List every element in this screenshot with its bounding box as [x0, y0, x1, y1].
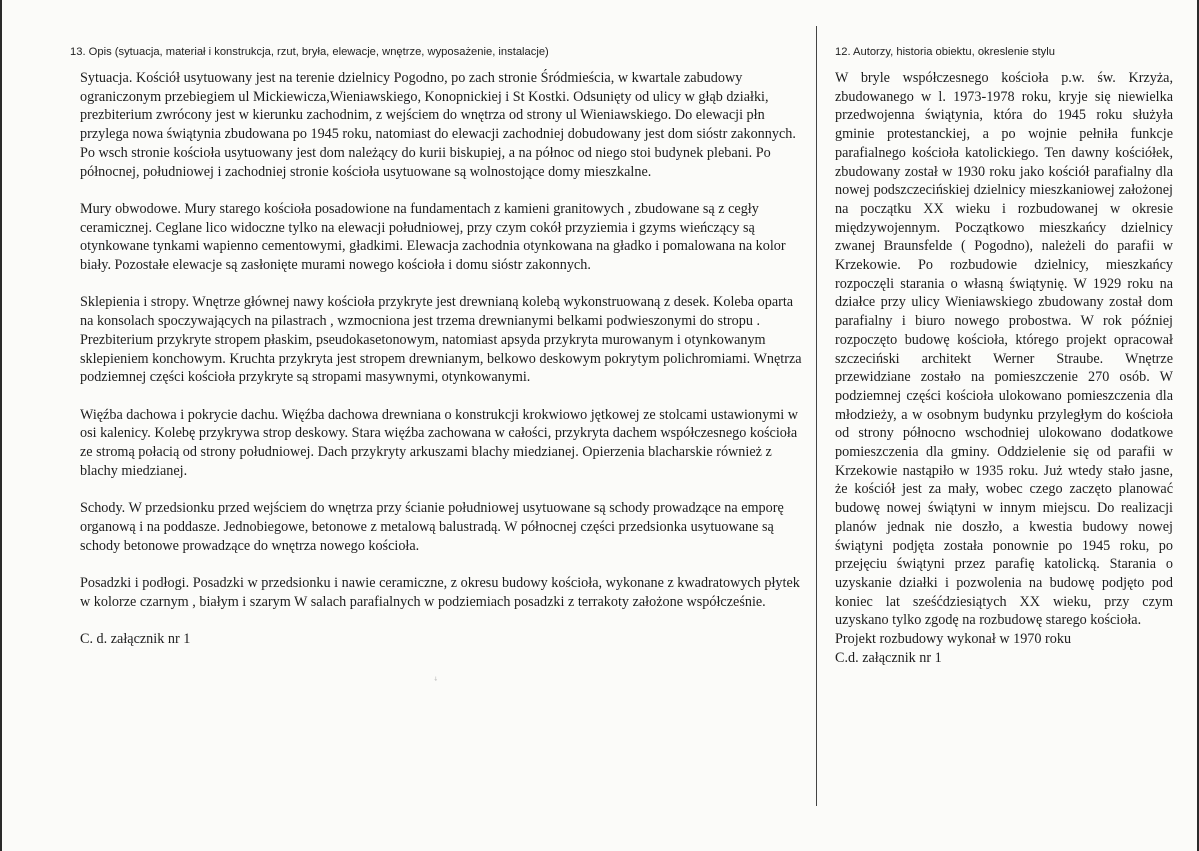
history-heading: 12. Autorzy, historia obiektu, okreslenie stylu [835, 46, 1055, 58]
attachment-note-right: C.d. załącznik nr 1 [835, 649, 942, 666]
paragraph-vaults: Sklepienia i stropy. Wnętrze głównej nawy kościoła przykryte jest drewnianą kolebą wykonstruowaną z desek. Koleba oparta na konsolach spoczywających na pilastrach , wzmocniona jest trzema drewnianymi belkami podwieszonymi do stropu . Prezbiterium przykryte stropem płaskim, pseudokasetonowym, natomiast apsyda przykryta murowanym i otynkowanym sklepieniem konchowym. Kruchta przykryta jest stropem drewnianym, belkowo deskowym pokrytym polichromiami. Wnętrza podziemnej części kościoła przykryte są stropami masywnymi, otynkowanymi. [80, 294, 802, 386]
paragraph-roof: Więźba dachowa i pokrycie dachu. Więźba dachowa drewniana o konstrukcji krokwiowo jętkowej ze stolcami ustawionymi w osi kalenicy. Kolebę przykrywa strop deskowy. Stara więźba zachowana w całości, przykryta dachem współczesnego kościoła ze stromą połacią od strony południowej. Dach przykryty arkuszami blachy miedzianej. Opierzenia blacharskie również z blachy miedzianej. [80, 406, 798, 479]
history-last-line: Projekt rozbudowy wykonał w 1970 roku [835, 631, 1072, 648]
history-column [835, 44, 1173, 668]
scan-speck-icon: ꜜ [434, 676, 438, 687]
description-column [70, 44, 806, 649]
description-heading: 13. Opis (sytuacja, materiał i konstrukcja, rzut, bryła, elewacje, wnętrze, wyposażenie, instalacje) [70, 46, 549, 58]
paragraph-walls: Mury obwodowe. Mury starego kościoła posadowione na fundamentach z kamieni granitowych , zbudowane są z cegły ceramicznej. Ceglane lico widoczne tylko na elewacji południowej, przy czym cokół przyziemia i gzyms wieńczący są otynkowane tynkami wapienno cementowymi, gładkimi. Elewacja zachodnia otynkowana na gładko i pomalowana na kolor biały. Pozostałe elewacje są zasłonięte murami nowego kościoła i domu sióstr zakonnych. [80, 200, 786, 274]
paragraph-stairs: Schody. W przedsionku przed wejściem do wnętrza przy ścianie południowej usytuowane są schody prowadzące na emporę organową i na poddasze. Jednobiegowe, betonowe z metalową balustradą. W północnej części przedsionka usytuowane są schody betonowe prowadzące do wnętrza nowego kościoła. [80, 500, 784, 554]
history-text: W bryle współczesnego kościoła p.w. św. Krzyża, zbudowanego w l. 1973-1978 roku, kryje się niewielka przedwojenna świątynia, która do 1945 roku służyła gminie protestanckiej, a po wojnie pełniła funkcje parafialnego kościoła katolickiego. Ten dawny kościółek, zbudowany został w 1930 roku jako kościół parafialny dla nowej podszczecińskiej dzielnicy mieszkaniowej założonej na początku XX wieku i rozbudowanej w okresie międzywojennym. Początkowo mieszkańcy dzielnicy zwanej Braunsfelde ( Pogodno), należeli do parafii w Krzekowie. Po rozbudowie dzielnicy, mieszkańcy rozpoczęli starania o własną świątynię. W 1929 roku na działce przy ulicy Wieniawskiego zbudowany został dom parafialny i biuro nowego probostwa. W rok później rozpoczęto budowę kościoła, którego projekt opracował szczeciński architekt Werner Straube. Wnętrze przewidziane zostało na pomieszczenie 270 osób. W podziemnej części kościoła ulokowano pomieszczenia dla młodzieży, a w osobnym budynku przyległym do kościoła od strony północno wschodniej ulokowano dodatkowe pomieszczenia dla gminy. Oddzielenie się od parafii w Krzekowie nastąpiło w 1935 roku. Już wtedy stało jasne, że kościół jest za mały, wobec czego zaczęto planować budowę nowej świątyni w innym miejscu. Do realizacji planów jednak nie doszło, a kwestia budowy nowej świątyni podjęta została ponownie po 1945 roku, po przejęciu świątyni przez parafię katolicką. Starania o uzyskanie działki i pozwolenia na budowę podjęto pod koniec lat sześćdziesiątych XX wieku, przy czym uzyskano tylko zgodę na rozbudowę starego kościoła. [835, 70, 1173, 629]
column-divider [816, 26, 817, 806]
paragraph-situation: Sytuacja. Kościół usytuowany jest na terenie dzielnicy Pogodno, po zach stronie Śródmieścia, w kwartale zabudowy ograniczonym przebiegiem ul Mickiewicza,Wieniawskiego, Konopnickiej i St Kostki. Odsunięty od ulicy w głąb działki, prezbiterium zwrócony jest w kierunku zachodnim, z wejściem do wnętrza od strony ul Wieniawskiego. Do elewacji płn przylega nowa świątynia zbudowana po 1945 roku, natomiast do elewacji zachodniej dobudowany jest dom sióstr zakonnych. Po wsch stronie kościoła usytuowany jest dom należący do kurii biskupiej, a na północ od niego stoi budynek plebani. Po północnej, południowej i zachodniej stronie kościoła usytuowane są wolnostojące domy mieszkalne. [80, 70, 796, 180]
attachment-note-left: C. d. załącznik nr 1 [80, 631, 191, 647]
paragraph-floors: Posadzki i podłogi. Posadzki w przedsionku i nawie ceramiczne, z okresu budowy kościoła, wykonane z kwadratowych płytek w kolorze czarnym , białym i szarym W salach parafialnych w podziemiach posadzki z terrakoty założone współcześnie. [80, 574, 800, 610]
